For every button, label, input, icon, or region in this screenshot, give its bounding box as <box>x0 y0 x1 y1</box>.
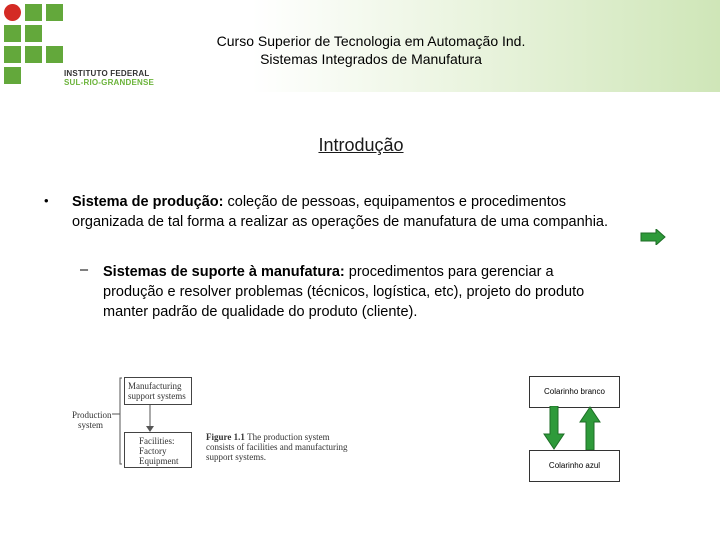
sub-bullet-dash: – <box>80 262 89 278</box>
support-label-1: Manufacturing <box>128 381 182 391</box>
workflow-arrows <box>540 406 620 450</box>
up-arrow-icon <box>580 407 600 450</box>
bullet-symbol: • <box>44 193 49 208</box>
p2-text-b: produção e resolver problemas (técnicos, logística, etc), projeto do produto <box>103 284 585 300</box>
caption-bold: Figure 1.1 <box>206 432 245 442</box>
facilities-label-3: Equipment <box>139 456 179 466</box>
support-systems-term: Sistemas de suporte à manufatura: <box>103 264 345 280</box>
production-system-figure <box>70 374 390 470</box>
production-system-term: Sistema de produção: <box>72 194 224 210</box>
facilities-box <box>124 432 192 468</box>
p1-text-b: organizada de tal forma a realizar as operações de manufatura de uma companhia. <box>72 214 609 230</box>
manufacturing-support-box <box>124 377 192 405</box>
logo-text-line1: INSTITUTO FEDERAL <box>64 69 150 78</box>
blue-collar-box: Colarinho azul <box>529 450 620 482</box>
caption-line-3: support systems. <box>206 452 267 462</box>
production-system-definition <box>72 192 672 232</box>
slide-title: Introdução <box>318 135 404 155</box>
caption-line-1: The production system <box>247 432 330 442</box>
production-label-1: Production <box>72 410 112 420</box>
production-label-2: system <box>78 420 104 430</box>
p2-text-a: procedimentos para gerenciar a <box>344 264 554 280</box>
right-arrow-icon <box>640 229 666 245</box>
p2-text-c: manter padrão de qualidade do produto (cliente). <box>103 304 418 320</box>
p1-text-a: coleção de pessoas, equipamentos e procedimentos <box>223 194 567 210</box>
facilities-label-2: Factory <box>139 446 167 456</box>
down-arrow-icon <box>544 406 564 449</box>
course-subtitle: Sistemas Integrados de Manufatura <box>260 51 482 67</box>
support-label-2: support systems <box>128 391 186 401</box>
facilities-label-1: Facilities: <box>139 436 175 446</box>
support-systems-definition <box>103 262 643 322</box>
white-collar-box: Colarinho branco <box>529 376 620 408</box>
figure-caption <box>206 432 386 462</box>
logo-text-line2: SUL-RIO-GRANDENSE <box>64 78 155 87</box>
course-title: Curso Superior de Tecnologia em Automação Ind. <box>216 33 526 49</box>
caption-line-2: consists of facilities and manufacturing <box>206 442 348 452</box>
